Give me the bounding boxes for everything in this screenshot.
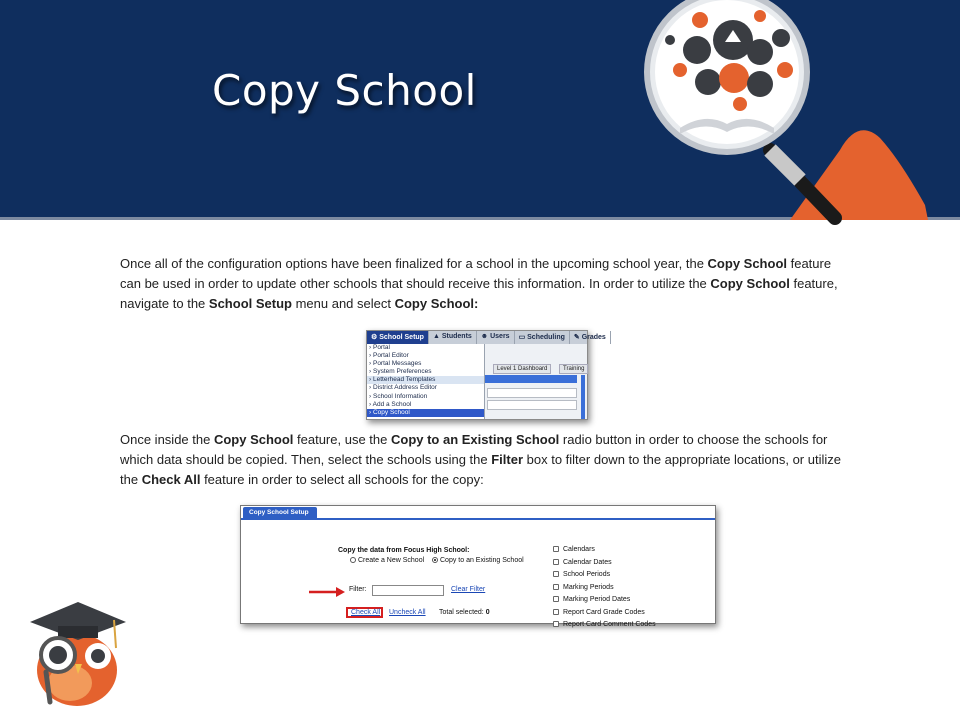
option-calendars[interactable]: Calendars xyxy=(553,544,656,557)
instructions-paragraph: Once inside the Copy School feature, use the Copy to an Existing School radio button in order to choose the schools for which data should be copied. Then, select the schools using the Filter box to filter down to the appropriate locations, or utilize the Check All feature in order to select all schools for the copy: xyxy=(120,432,841,487)
menu-item-letterhead-templates[interactable]: › Letterhead Templates xyxy=(367,376,484,384)
total-selected: Total selected: 0 xyxy=(439,609,490,616)
blue-header-bar xyxy=(485,375,577,383)
bulb-icon xyxy=(747,39,773,65)
banner-decoration xyxy=(0,0,960,220)
option-school-periods[interactable]: School Periods xyxy=(553,569,656,582)
tab-students[interactable]: ▲ Students xyxy=(429,331,477,344)
intro-paragraph: Once all of the configuration options have been finalized for a school in the upcoming school year, the Copy School feature can be used in order to update other schools that should receive this information. In order to utilize the Copy School feature, navigate to the School Setup menu and select Copy School: xyxy=(120,256,838,311)
chat-icon xyxy=(747,71,773,97)
menu-tab-bar xyxy=(367,331,606,344)
checkbox[interactable] xyxy=(553,609,559,615)
level-1-dashboard-button[interactable]: Level 1 Dashboard xyxy=(493,364,551,374)
radio-copy-existing-school[interactable]: Copy to an Existing School xyxy=(432,557,524,564)
copy-options-list xyxy=(553,544,656,632)
option-marking-periods[interactable]: Marking Periods xyxy=(553,582,656,595)
menu-background-panel xyxy=(485,344,587,419)
monitor-icon xyxy=(692,12,708,28)
checkbox[interactable] xyxy=(553,546,559,552)
key-icon xyxy=(754,10,766,22)
checkbox[interactable] xyxy=(553,584,559,590)
chart-icon xyxy=(719,63,749,93)
pin-icon xyxy=(733,97,747,111)
mail-icon xyxy=(777,62,793,78)
tab-grades[interactable]: ✎ Grades xyxy=(570,331,611,344)
option-report-card-grade-codes[interactable]: Report Card Grade Codes xyxy=(553,607,656,620)
copy-tab-bar xyxy=(241,506,715,520)
training-button[interactable]: Training xyxy=(559,364,588,374)
filter-input[interactable] xyxy=(372,585,444,596)
menu-item-copy-school[interactable]: › Copy School xyxy=(367,409,484,417)
globe-icon xyxy=(683,36,711,64)
checkbox[interactable] xyxy=(553,621,559,627)
tab-users[interactable]: ☻ Users xyxy=(477,331,515,344)
school-setup-dropdown xyxy=(367,344,485,419)
menu-item-portal-messages[interactable]: › Portal Messages xyxy=(369,360,422,368)
check-all-link[interactable]: Check All xyxy=(351,609,381,616)
magnifier-neck xyxy=(770,150,800,180)
tab-copy-school-setup[interactable]: Copy School Setup xyxy=(243,507,317,518)
tab-school-setup[interactable]: ⚙ School Setup xyxy=(367,331,429,344)
checkbox[interactable] xyxy=(553,596,559,602)
menu-item-school-information[interactable]: › School Information xyxy=(369,392,428,400)
radio-button[interactable] xyxy=(350,557,356,563)
menu-item-add-a-school[interactable]: › Add a School xyxy=(369,400,412,408)
cloud-icon xyxy=(673,63,687,77)
uncheck-all-link[interactable]: Uncheck All xyxy=(389,609,426,616)
menu-item-portal-editor[interactable]: › Portal Editor xyxy=(369,352,409,360)
checkbox[interactable] xyxy=(553,559,559,565)
background-input-2 xyxy=(487,400,577,410)
radio-create-new-school[interactable]: Create a New School xyxy=(350,557,424,564)
menu-item-district-address-editor[interactable]: › District Address Editor xyxy=(369,384,437,392)
option-marking-period-dates[interactable]: Marking Period Dates xyxy=(553,594,656,607)
option-report-card-comment-codes[interactable]: Report Card Comment Codes xyxy=(553,619,656,632)
copy-school-setup-screenshot xyxy=(240,505,716,628)
arrow-icon xyxy=(309,587,345,597)
tab-scheduling[interactable]: ▭ Scheduling xyxy=(515,331,570,344)
slide-title: Copy School xyxy=(212,66,477,115)
orange-shape xyxy=(790,130,928,220)
radio-button-selected[interactable] xyxy=(432,557,438,563)
background-input xyxy=(487,388,577,398)
checkbox[interactable] xyxy=(553,571,559,577)
option-calendar-dates[interactable]: Calendar Dates xyxy=(553,557,656,570)
filter-label: Filter: xyxy=(349,586,367,593)
school-setup-menu-screenshot xyxy=(366,330,606,420)
clear-filter-link[interactable]: Clear Filter xyxy=(451,586,486,593)
plane-icon xyxy=(695,69,721,95)
briefcase-icon xyxy=(772,29,790,47)
copy-heading: Copy the data from Focus High School: xyxy=(338,547,470,554)
menu-item-system-preferences[interactable]: › System Preferences xyxy=(369,368,432,376)
dot-icon xyxy=(665,35,675,45)
owl-mascot-icon xyxy=(20,598,135,710)
blue-edge-bar xyxy=(581,375,585,419)
menu-item-portal[interactable]: › Portal xyxy=(369,344,390,351)
title-banner xyxy=(0,0,960,220)
